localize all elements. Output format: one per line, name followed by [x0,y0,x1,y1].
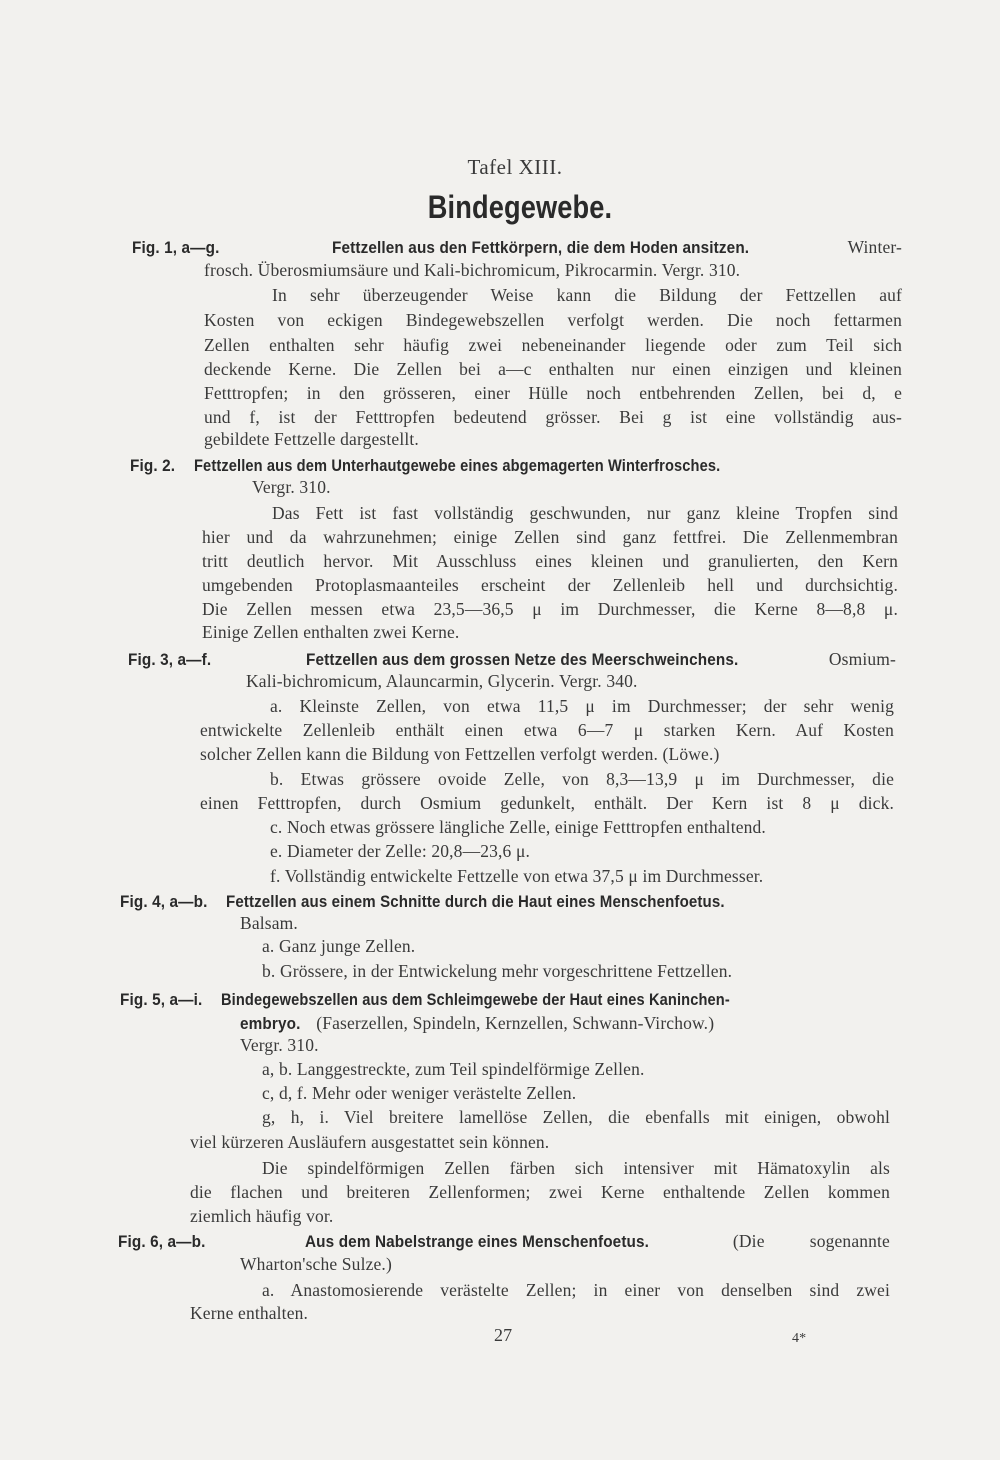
text-line: deckende Kerne. Die Zellen bei a—c enthalten nur einen einzigen und kleinen [204,359,902,379]
fig-6-label: Fig. 6, a—b. [118,1232,206,1251]
fig-1-label: Fig. 1, a—g. [132,238,220,257]
fig-1-heading-line [132,236,902,259]
fig-3-title: Fettzellen aus dem grossen Netze des Meerschweinchens. [305,650,739,669]
page-number: 27 [494,1325,513,1345]
fig-2-heading-line [130,454,806,477]
text-line: ziemlich häufig vor. [190,1206,334,1226]
text-line: Die Zellen messen etwa 23,5—36,5 μ im Durchmesser, die Kerne 8—8,8 μ. [202,599,898,619]
text-line: a. Kleinste Zellen, von etwa 11,5 μ im Durchmesser; der sehr wenig [270,696,894,716]
fig-3-title-tail: Osmium- [828,649,896,669]
text-line: die flachen und breiteren Zellenformen; zwei Kerne enthaltende Zellen kommen [190,1182,890,1202]
fig-4-heading-line [120,890,790,913]
text-line: f. Vollständig entwickelte Fettzelle von etwa 37,5 μ im Durchmesser. [270,866,764,886]
text-line: einen Fetttropfen, durch Osmium gedunkelt, enthält. Der Kern ist 8 μ dick. [200,793,894,813]
text-line: Vergr. 310. [240,1035,319,1055]
text-line: hier und da wahrzunehmen; einige Zellen sind ganz fettfrei. Die Zellenmembran [202,527,898,547]
text-line: c. Noch etwas grössere längliche Zelle, einige Fetttropfen enthaltend. [270,817,766,837]
fig-5-title-tail: (Faserzellen, Spindeln, Kernzellen, Schwann-Virchow.) [316,1013,715,1033]
text-line: a. Anastomosierende verästelte Zellen; in einer von denselben sind zwei [262,1280,890,1300]
fig-4-title: Fettzellen aus einem Schnitte durch die Haut eines Menschenfoetus. [226,892,725,911]
fig-2-label: Fig. 2. [130,456,176,475]
text-line: gebildete Fettzelle dargestellt. [204,429,419,449]
text-line: Die spindelförmigen Zellen färben sich intensiver mit Hämatoxylin als [262,1158,890,1178]
text-line: Zellen enthalten sehr häufig zwei nebeneinander liegende oder zum Teil sich [204,335,902,355]
fig-1-title: Fettzellen aus den Fettkörpern, die dem Hoden ansitzen. [332,238,750,257]
text-line: Vergr. 310. [252,477,331,497]
text-line: Wharton'sche Sulze.) [240,1254,392,1274]
text-line: Kerne enthalten. [190,1303,309,1323]
text-line: b. Etwas grössere ovoide Zelle, von 8,3—13,9 μ im Durchmesser, die [270,769,894,789]
fig-3-label: Fig. 3, a—f. [128,650,212,669]
text-line: viel kürzeren Ausläufern ausgestattet sein können. [190,1132,550,1152]
fig-1-title-tail: Winter- [847,237,902,257]
text-line: e. Diameter der Zelle: 20,8—23,6 μ. [270,841,531,861]
fig-3-heading-line [128,648,896,671]
fig-5-title-continued [240,1012,714,1035]
text-line: Kosten von eckigen Bindegewebszellen verfolgt werden. Die noch fettarmen [204,310,902,330]
text-line: und f, ist der Fetttropfen bedeutend grösser. Bei g ist eine vollständig aus- [204,407,902,427]
page-title: Bindegewebe. [427,189,613,225]
text-line: a. Ganz junge Zellen. [262,936,416,956]
text-line: g, h, i. Viel breitere lamellöse Zellen, die ebenfalls mit einigen, obwohl [262,1107,890,1127]
text-line: Fetttropfen; in den grösseren, einer Hülle noch entbehrenden Zellen, bei d, e [204,383,902,403]
text-line: entwickelte Zellenleib enthält einen etwa 6—7 μ starken Kern. Auf Kosten [200,720,894,740]
fig-5-title-end: embryo. [240,1014,301,1033]
text-line: solcher Zellen kann die Bildung von Fettzellen verfolgt werden. (Löwe.) [200,744,720,764]
fig-2-title: Fettzellen aus dem Unterhautgewebe eines abgemagerten Winterfrosches. [193,456,721,475]
fig-4-label: Fig. 4, a—b. [120,892,208,911]
text-line: b. Grössere, in der Entwickelung mehr vorgeschrittene Fettzellen. [262,961,733,981]
text-line: Einige Zellen enthalten zwei Kerne. [202,622,460,642]
fig-5-title: Bindegewebszellen aus dem Schleimgewebe der Haut eines Kaninchen- [220,990,730,1009]
text-line: Kali-bichromicum, Alauncarmin, Glycerin. Vergr. 340. [246,671,638,691]
signature-mark: 4* [792,1331,807,1346]
text-line: umgebenden Protoplasmaanteiles erscheint der Zellenleib hell und durchsichtig. [202,575,898,595]
text-line: In sehr überzeugender Weise kann die Bildung der Fettzellen auf [272,285,902,305]
text-line: a, b. Langgestreckte, zum Teil spindelförmige Zellen. [262,1059,645,1079]
plate-label: Tafel XIII. [467,155,563,179]
text-line: Das Fett ist fast vollständig geschwunden, nur ganz kleine Tropfen sind [272,503,898,523]
text-line: tritt deutlich hervor. Mit Ausschluss eines kleinen und granulierten, den Kern [202,551,898,571]
text-line: c, d, f. Mehr oder weniger verästelte Zellen. [262,1083,577,1103]
fig-6-title: Aus dem Nabelstrange eines Menschenfoetus. [305,1232,650,1251]
text-line: frosch. Überosmiumsäure und Kali-bichromicum, Pikrocarmin. Vergr. 310. [204,260,741,280]
fig-6-title-tail: (Die sogenannte [732,1231,890,1251]
fig-5-label: Fig. 5, a—i. [120,990,203,1009]
text-line: Balsam. [240,913,298,933]
fig-5-heading-line [120,988,812,1011]
fig-6-heading-line [118,1230,890,1253]
